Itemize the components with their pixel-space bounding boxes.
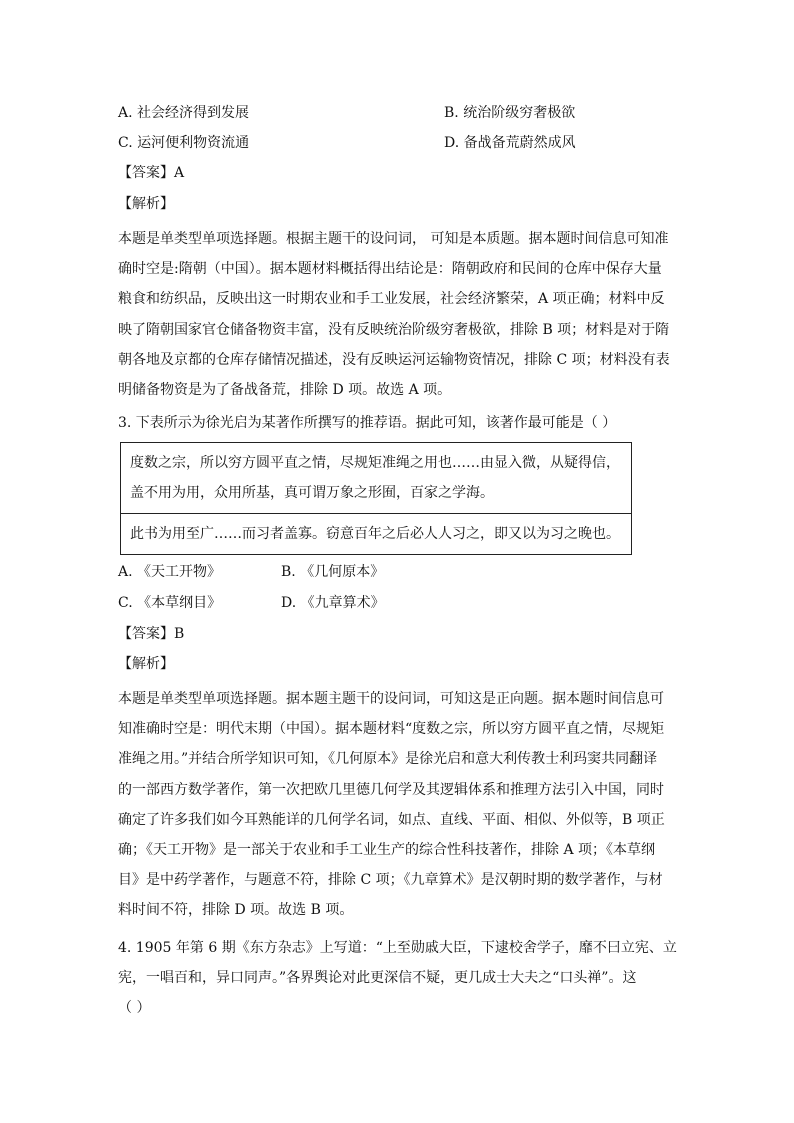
- q2-analysis-line: 朝各地及京都的仓库存储情况描述，没有反映运河运输物资情况，排除 C 项；材料没有表: [118, 351, 670, 368]
- q3-analysis-line: 的一部西方数学著作，第一次把欧几里德几何学及其逻辑体系和推理方法引入中国，同时: [118, 781, 664, 798]
- table-row: [121, 514, 632, 555]
- q2-analysis: [118, 224, 670, 405]
- q3-analysis-label: 【解析】: [118, 656, 174, 672]
- q2-analysis-line: 本题是单类型单项选择题。根据主题干的设问词， 可知是本质题。据本题时间信息可知准: [118, 231, 669, 247]
- quote-line: 度数之宗，所以穷方圆平直之情，尽规矩准绳之用也……由显入微，从疑得信，: [130, 455, 620, 471]
- q3-analysis-line: 准绳之用。”并结合所学知识可知，《几何原本》是徐光启和意大利传教士利玛窦共同翻译: [118, 751, 658, 768]
- quote-line: 此书为用至广……而习者盖寡。窃意百年之后必人人习之，即又以为习之晚也。: [130, 526, 620, 542]
- q4-stem-line: 宪，一唱百和，异口同声。”各界舆论对此更深信不疑，更几成士大夫之“口头禅”。这: [118, 970, 637, 987]
- q3-analysis-line: 确；《天工开物》是一部关于农业和手工业生产的综合性科技著作，排除 A 项；《本草纲: [118, 842, 656, 859]
- q2-analysis-label: 【解析】: [118, 196, 174, 212]
- q2-analysis-line: 明储备物资是为了备战备荒，排除 D 项。故选 A 项。: [118, 382, 452, 399]
- table-cell: [121, 443, 632, 514]
- q3-analysis-line: 知准确时空是：明代末期（中国）。据本题材料“度数之宗，所以穷方圆平直之情，尽规矩: [118, 721, 665, 738]
- q3-analysis-line: 料时间不符，排除 D 项。故选 B 项。: [118, 902, 354, 919]
- q4-stem-line: 4. 1905 年第 6 期《东方杂志》上写道：“上至勋戚大臣，下逮校舍学子，靡不曰立宪、立: [118, 940, 677, 956]
- q3-quote-table: [120, 442, 632, 555]
- q2-option-a: A. 社会经济得到发展: [118, 105, 250, 121]
- q3-option-d: D. 《九章算术》: [281, 595, 385, 611]
- q2-analysis-line: 确时空是:隋朝（中国）。据本题材料概括得出结论是：隋朝政府和民间的仓库中保存大量: [118, 261, 662, 278]
- q3-option-c: C. 《本草纲目》: [118, 595, 222, 611]
- q2-answer: 【答案】A: [118, 165, 185, 181]
- q3-option-b: B. 《几何原本》: [281, 564, 385, 580]
- q2-analysis-line: 粮食和纺织品，反映出这一时期农业和手工业发展，社会经济繁荣，A 项正确；材料中反: [118, 291, 665, 308]
- q3-analysis-line: 目》是中药学著作，与题意不符，排除 C 项；《九章算术》是汉朝时期的数学著作，与材: [118, 872, 663, 889]
- q3-analysis-line: 确定了许多我们如今耳熟能详的几何学名词，如点、直线、平面、相似、外似等，B 项正: [118, 811, 665, 828]
- table-row: [121, 443, 632, 514]
- table-cell: [121, 514, 632, 555]
- q3-stem: 3. 下表所示为徐光启为某著作所撰写的推荐语。据此可知，该著作最可能是（ ）: [118, 415, 617, 431]
- q2-option-c: C. 运河便利物资流通: [118, 135, 250, 151]
- q4-stem: [118, 933, 677, 1024]
- q3-analysis: [118, 684, 665, 926]
- q3-answer: 【答案】B: [118, 626, 185, 642]
- q2-option-b: B. 统治阶级穷奢极欲: [444, 105, 576, 121]
- quote-line: 盖不用为用，众用所基，真可谓万象之形囿，百家之学海。: [130, 485, 494, 501]
- q2-analysis-line: 映了隋朝国家官仓储备物资丰富，没有反映统治阶级穷奢极欲，排除 B 项；材料是对于隋: [118, 321, 670, 338]
- q3-analysis-line: 本题是单类型单项选择题。据本题主题干的设问词，可知这是正向题。据本题时间信息可: [118, 691, 664, 707]
- q4-stem-line: （ ）: [118, 1000, 151, 1017]
- q3-option-a: A. 《天工开物》: [118, 564, 222, 580]
- q2-option-d: D. 备战备荒蔚然成风: [444, 135, 576, 151]
